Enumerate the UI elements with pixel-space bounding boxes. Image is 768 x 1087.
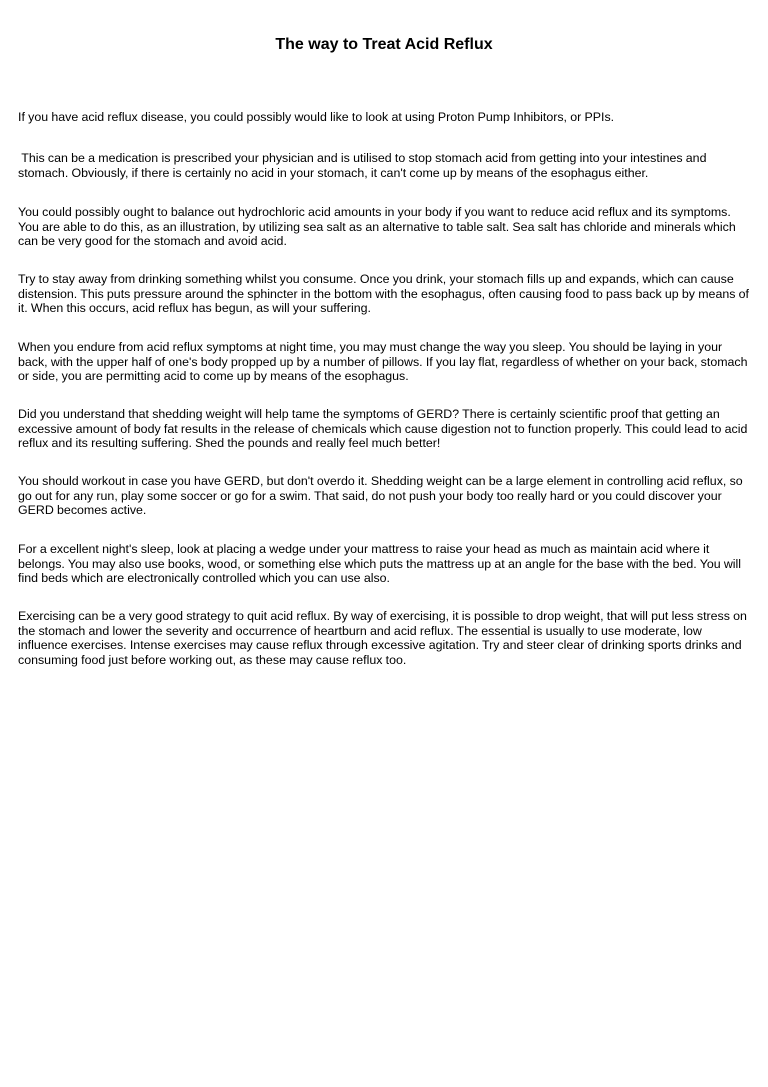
paragraph-weight-gerd: Did you understand that shedding weight will help tame the symptoms of GERD? There is certainly scientific proof that getting an excessive amount of body fat results in the release of chemicals which cause digestion not to function properly. This could lead to acid reflux and its resulting suffering. Shed the pounds and really feel much better! xyxy=(18,407,748,451)
paragraph-workout: You should workout in case you have GERD, but don't overdo it. Shedding weight can be a large element in controlling acid reflux, so go out for any run, play some soccer or go for a swim. That said, do not push your body too really hard or you could discover your GERD becomes active. xyxy=(18,474,743,518)
paragraph-ppi-intro: If you have acid reflux disease, you could possibly would like to look at using Proton Pump Inhibitors, or PPIs. xyxy=(18,110,615,124)
paragraph-medication: This can be a medication is prescribed your physician and is utilised to stop stomach acid from getting into your intestines and stomach. Obviously, if there is certainly no acid in your stomach, it can't come up by means of the esophagus either. xyxy=(18,151,710,180)
paragraph-exercising: Exercising can be a very good strategy to quit acid reflux. By way of exercising, it is possible to drop weight, that will put less stress on the stomach and lower the severity and occurrence of heartburn and acid reflux. The essential is usually to use moderate, low influence exercises. Intense exercises may cause reflux through excessive agitation. Try and steer clear of drinking sports drinks and consuming food just before working out, as these may cause reflux too. xyxy=(18,609,747,667)
paragraph-wedge-mattress: For a excellent night's sleep, look at placing a wedge under your mattress to raise your head as much as maintain acid where it belongs. You may also use books, wood, or something else which puts the mattress up at an angle for the base with the bed. You will find beds which are electronically controlled which you can use also. xyxy=(18,542,742,586)
paragraph-night-symptoms: When you endure from acid reflux symptoms at night time, you may must change the way you sleep. You should be laying in your back, with the upper half of one's body propped up by a number of pillows. If you lay flat, regardless of whether on your back, stomach or side, you are permitting acid to come up by means of the esophagus. xyxy=(18,340,748,384)
document-title: The way to Treat Acid Reflux xyxy=(275,36,493,53)
paragraph-drinking: Try to stay away from drinking something whilst you consume. Once you drink, your stomach fills up and expands, which can cause distension. This puts pressure around the sphincter in the bottom with the esophagus, often causing food to pass back up by means of it. When this occurs, acid reflux has begun, as will your suffering. xyxy=(18,272,749,316)
paragraph-hydrochloric-acid: You could possibly ought to balance out hydrochloric acid amounts in your body if you want to reduce acid reflux and its symptoms. You are able to do this, as an illustration, by utilizing sea salt as an alternative to table salt. Sea salt has chloride and minerals which can be very good for the stomach and avoid acid. xyxy=(18,205,736,249)
